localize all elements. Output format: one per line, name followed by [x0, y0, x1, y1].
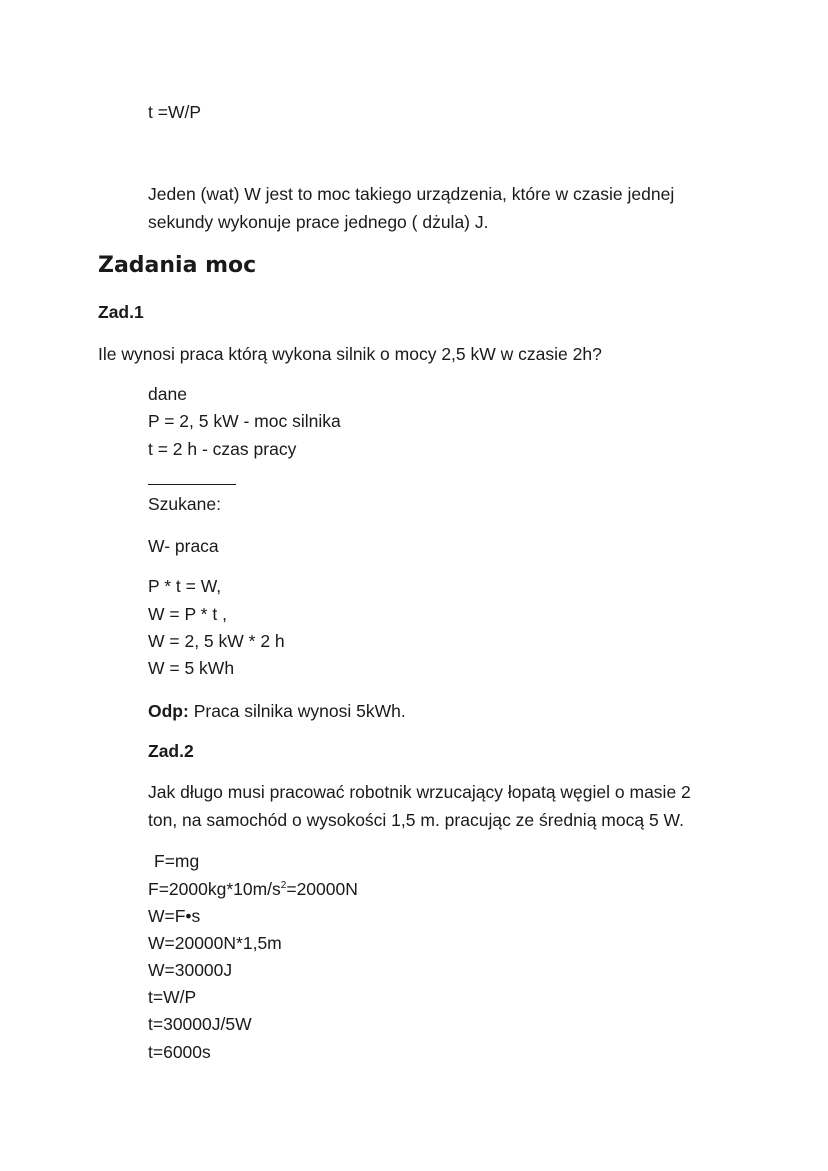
definition-line-2: sekundy wykonuje prace jednego ( dżula) J. [148, 212, 489, 232]
zad1-sought: W- praca [148, 536, 219, 556]
zad2-step-6: t=W/P [148, 987, 197, 1007]
zad1-answer-text: Praca silnika wynosi 5kWh. [188, 701, 406, 721]
zad2-step-4: W=20000N*1,5m [148, 933, 282, 953]
zad1-answer-label: Odp: [148, 701, 189, 721]
zad1-sought-label: Szukane: [148, 494, 221, 514]
zad2-step-5: W=30000J [148, 960, 233, 980]
zad2-question-line-1: Jak długo musi pracować robotnik wrzucający łopatą węgiel o masie 2 [148, 782, 691, 802]
zad2-step-2-exponent: 2 [280, 880, 287, 892]
zad1-answer [148, 697, 406, 725]
zad1-divider [148, 484, 236, 485]
zad1-step-1: P * t = W, [148, 576, 222, 596]
zad2-step-2-main: F=2000kg*10m/s [148, 879, 281, 899]
zad2-step-2 [148, 875, 358, 903]
zad2-title: Zad.2 [148, 741, 194, 761]
zad2-step-3: W=F•s [148, 906, 201, 926]
formula-top: t =W/P [148, 102, 201, 122]
zad1-step-4: W = 5 kWh [148, 658, 235, 678]
zad1-title: Zad.1 [98, 302, 144, 322]
zad2-step-7: t=30000J/5W [148, 1014, 252, 1034]
zad1-given-power: P = 2, 5 kW - moc silnika [148, 411, 341, 431]
definition-line-1: Jeden (wat) W jest to moc takiego urządzenia, które w czasie jednej [148, 184, 675, 204]
zad1-question: Ile wynosi praca którą wykona silnik o mocy 2,5 kW w czasie 2h? [98, 344, 602, 364]
zad2-step-8: t=6000s [148, 1042, 211, 1062]
zad1-step-3: W = 2, 5 kW * 2 h [148, 631, 285, 651]
zad1-given-time: t = 2 h - czas pracy [148, 439, 297, 459]
zad1-step-2: W = P * t , [148, 604, 227, 624]
section-heading: Zadania moc [98, 253, 257, 278]
zad2-step-1: F=mg [154, 851, 200, 871]
zad1-given-label: dane [148, 384, 187, 404]
zad2-step-2-result: =20000N [286, 879, 358, 899]
zad2-question-line-2: ton, na samochód o wysokości 1,5 m. pracując ze średnią mocą 5 W. [148, 810, 684, 830]
